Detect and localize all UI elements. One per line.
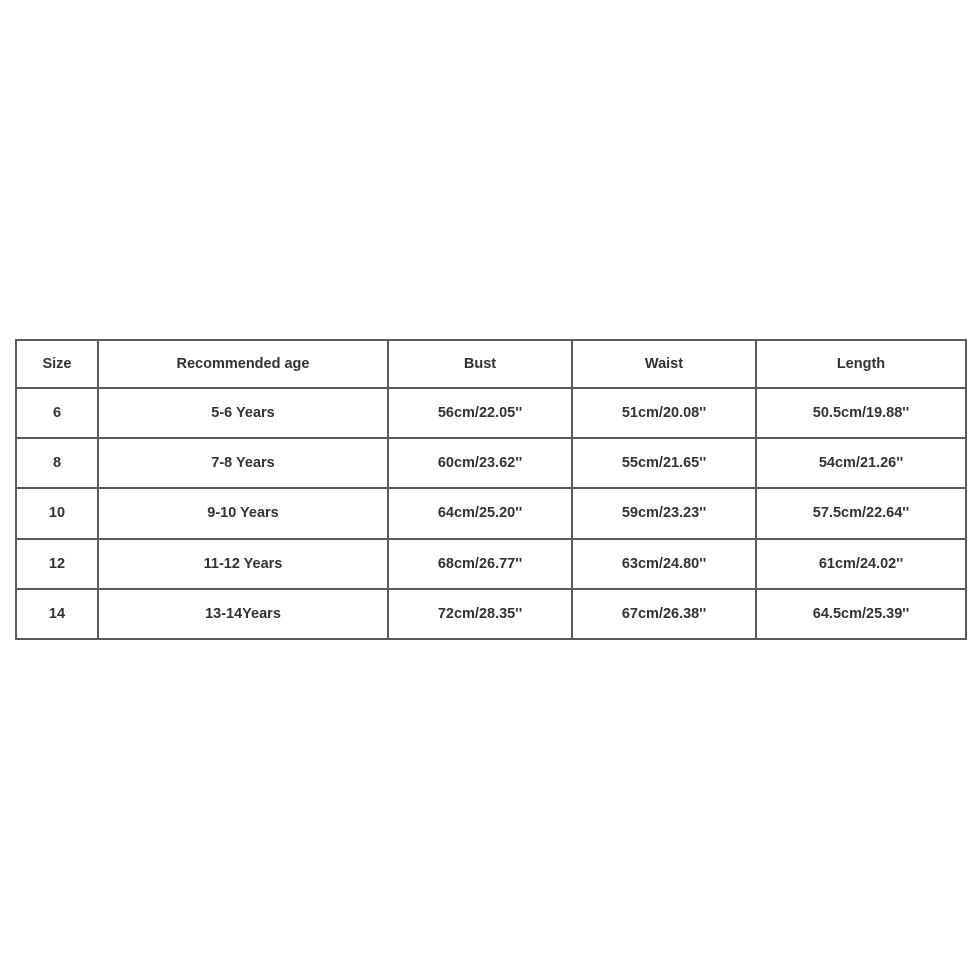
cell-size: 10: [16, 488, 98, 538]
cell-size: 6: [16, 388, 98, 438]
header-waist: Waist: [572, 340, 756, 388]
cell-waist: 51cm/20.08'': [572, 388, 756, 438]
table-row: [16, 488, 966, 538]
cell-bust: 68cm/26.77'': [388, 539, 572, 589]
cell-bust: 60cm/23.62'': [388, 438, 572, 488]
cell-bust: 72cm/28.35'': [388, 589, 572, 639]
cell-bust: 56cm/22.05'': [388, 388, 572, 438]
cell-waist: 55cm/21.65'': [572, 438, 756, 488]
cell-recommended-age: 5-6 Years: [98, 388, 388, 438]
header-bust: Bust: [388, 340, 572, 388]
cell-recommended-age: 13-14Years: [98, 589, 388, 639]
cell-length: 61cm/24.02'': [756, 539, 966, 589]
header-size: Size: [16, 340, 98, 388]
cell-length: 50.5cm/19.88'': [756, 388, 966, 438]
cell-bust: 64cm/25.20'': [388, 488, 572, 538]
cell-size: 8: [16, 438, 98, 488]
cell-recommended-age: 11-12 Years: [98, 539, 388, 589]
table-row: [16, 539, 966, 589]
cell-recommended-age: 9-10 Years: [98, 488, 388, 538]
cell-waist: 63cm/24.80'': [572, 539, 756, 589]
header-length: Length: [756, 340, 966, 388]
cell-length: 54cm/21.26'': [756, 438, 966, 488]
cell-length: 64.5cm/25.39'': [756, 589, 966, 639]
cell-size: 14: [16, 589, 98, 639]
cell-waist: 67cm/26.38'': [572, 589, 756, 639]
table-row: [16, 438, 966, 488]
table-header-row: [16, 340, 966, 388]
cell-recommended-age: 7-8 Years: [98, 438, 388, 488]
table-row: [16, 388, 966, 438]
size-chart-table: [15, 339, 967, 640]
cell-length: 57.5cm/22.64'': [756, 488, 966, 538]
header-recommended-age: Recommended age: [98, 340, 388, 388]
table-row: [16, 589, 966, 639]
cell-size: 12: [16, 539, 98, 589]
cell-waist: 59cm/23.23'': [572, 488, 756, 538]
